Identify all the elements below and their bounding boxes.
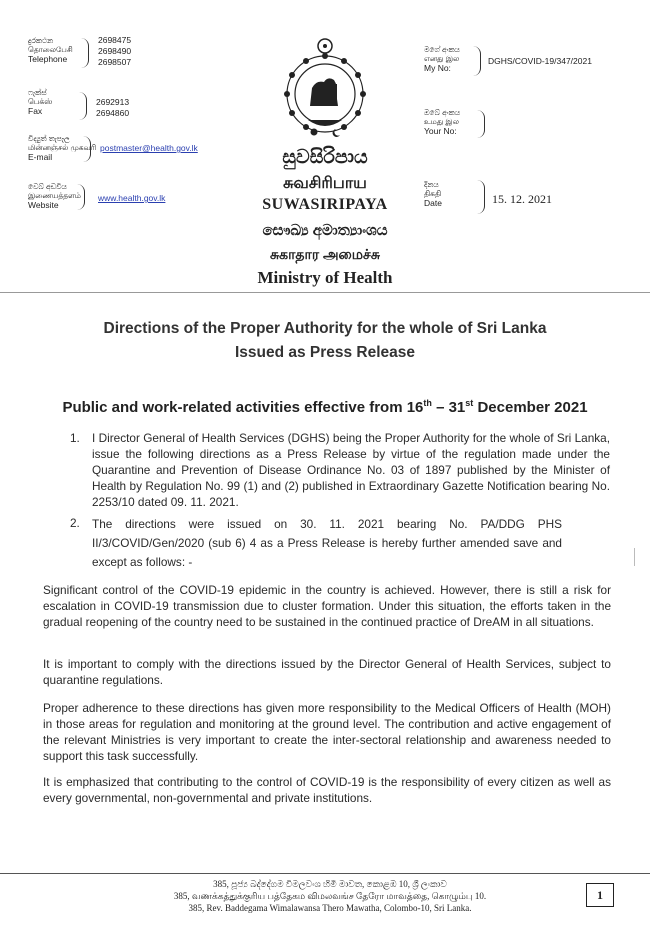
date-label: Date	[424, 198, 442, 208]
telephone-label: Telephone	[28, 54, 68, 64]
subtitle-sup: th	[423, 398, 432, 408]
org-name-en: SUWASIRIPAYA	[262, 196, 388, 213]
website-link[interactable]: www.health.gov.lk	[98, 193, 166, 203]
header-divider	[0, 292, 650, 293]
subtitle-sup: st	[465, 398, 474, 408]
org-name-si: සුවසිරිපාය	[282, 147, 368, 168]
date-value: 15. 12. 2021	[492, 192, 552, 206]
sri-lanka-emblem	[278, 36, 372, 142]
footer-address-en: 385, Rev. Baddegama Wimalawansa Thero Mawatha, Colombo-10, Sri Lanka.	[188, 903, 472, 913]
date-label-ta: திகதி	[424, 189, 442, 198]
telephone-brace	[80, 38, 89, 68]
telephone-numbers	[98, 35, 131, 68]
email-label-ta: மின்னஞ்சல் முகவரி	[28, 143, 97, 152]
fax-block	[28, 88, 52, 117]
telephone-number: 2698475	[98, 35, 132, 45]
telephone-number: 2698490	[98, 46, 132, 56]
your-no-brace	[476, 110, 485, 138]
my-no-brace	[472, 46, 481, 76]
fax-number: 2694860	[96, 108, 130, 118]
subtitle-text: – 31	[431, 399, 466, 416]
telephone-label-si: දුරකථන	[28, 36, 54, 45]
footer-address-ta: 385, வணக்கத்துக்குரிய பத்தேகம விமலவங்ச தேரோ மாவத்தை, கொழும்பு 10.	[173, 891, 487, 901]
your-no-label-ta: உமது இல	[424, 117, 459, 126]
telephone-number: 2698507	[98, 57, 132, 67]
document-title-line2: Issued as Press Release	[234, 344, 416, 361]
document-title: Directions of the Proper Authority for the whole of Sri Lanka	[103, 320, 547, 337]
item-number: 2.	[70, 516, 80, 530]
fax-number: 2692913	[96, 97, 130, 107]
my-no-value: DGHS/COVID-19/347/2021	[488, 56, 592, 66]
fax-label-si: ෆැක්ස්	[28, 88, 47, 97]
body-paragraph: It is important to comply with the directions issued by the Director General of Health Services, subject to quarantine regulations.	[43, 657, 611, 687]
item-number: 1.	[70, 431, 80, 445]
subtitle-text: Public and work-related activities effective from 16	[62, 399, 424, 416]
website-label: Website	[28, 200, 59, 210]
telephone-block	[28, 36, 73, 65]
date-brace	[476, 180, 485, 214]
your-no-block	[424, 108, 460, 137]
item-text: The directions were issued on 30. 11. 2021 bearing No. PA/DDG PHS II/3/COVID/Gen/2020 (sub 6) 4 as a Press Release is hereby further amended save and except as follows: -	[92, 517, 562, 569]
website-label-si: වෙබ් අඩවිය	[28, 182, 67, 191]
date-block	[424, 180, 442, 209]
my-no-label-ta: எனது இல	[424, 54, 460, 63]
email-link[interactable]: postmaster@health.gov.lk	[100, 143, 198, 153]
footer-address-si: 385, පූජ්‍ය බද්දේගම විමලවංශ හිමි මාවත, කොළඹ 10, ශ්‍රී ලංකාව	[213, 879, 447, 889]
footer-divider	[0, 873, 650, 874]
fax-label-ta: பெக்ஸ்	[28, 97, 53, 106]
fax-label: Fax	[28, 106, 43, 116]
telephone-label-ta: தொலைபேசி	[28, 45, 73, 54]
my-no-block	[424, 45, 460, 74]
your-no-label-si: ඔබේ අංකය	[424, 108, 461, 117]
org-name-ta: சுவசிரிபாய	[283, 175, 367, 192]
body-paragraph: It is emphasized that contributing to the control of COVID-19 is the responsibility of every citizen as well as every governmental, non-governmental and private institutions.	[43, 775, 611, 805]
body-paragraph: Proper adherence to these directions has given more responsibility to the Medical Officers of Health (MOH) in those areas for regulation and monitoring at the ground level. The contribution and active engagement of the relevant Ministries is very important to create the inter-sectoral relationship and awareness needed to support this task successfully.	[43, 701, 611, 763]
date-label-si: දිනය	[424, 180, 439, 189]
ministry-name-si: සෞඛ්‍ය අමාත්‍යාංශය	[262, 222, 388, 239]
fax-brace	[78, 92, 87, 120]
website-label-ta: இணையத்தளம்	[28, 191, 81, 200]
fax-numbers	[96, 97, 129, 119]
my-no-label-si: මගේ අංකය	[424, 45, 460, 54]
my-no-label: My No:	[424, 63, 451, 73]
ministry-name-ta: சுகாதார அமைச்சு	[270, 246, 380, 262]
subtitle-text: December 2021	[473, 399, 588, 416]
body-paragraph: Significant control of the COVID-19 epidemic in the country is achieved. However, there is still a risk for escalation in COVID-19 transmission due to cluster formation. Under this situation, the efforts taken in the gradual reopening of the country need to be sustained in the continued practice of DreAM in all situations.	[43, 583, 611, 629]
page-number: 1	[586, 883, 614, 907]
item-text: I Director General of Health Services (DGHS) being the Proper Authority for the whole of Sri Lanka, issue the following directions as a Press Release by virtue of the regulation made under the Quarantine and Prevention of Disease Ordinance No. 03 of 1897 published by the Minister of Health by Regulation No. 99 (1) and (2) published in Extraordinary Gazette Notification bearing No. 2253/10 dated 09. 11. 2021.	[92, 431, 610, 509]
document-subtitle	[0, 398, 650, 416]
email-label-si: විද්‍යුත් තැපෑල	[28, 134, 70, 143]
margin-mark	[634, 548, 635, 566]
your-no-label: Your No:	[424, 126, 457, 136]
email-label: E-mail	[28, 152, 53, 162]
ministry-name-en: Ministry of Health	[257, 268, 393, 287]
